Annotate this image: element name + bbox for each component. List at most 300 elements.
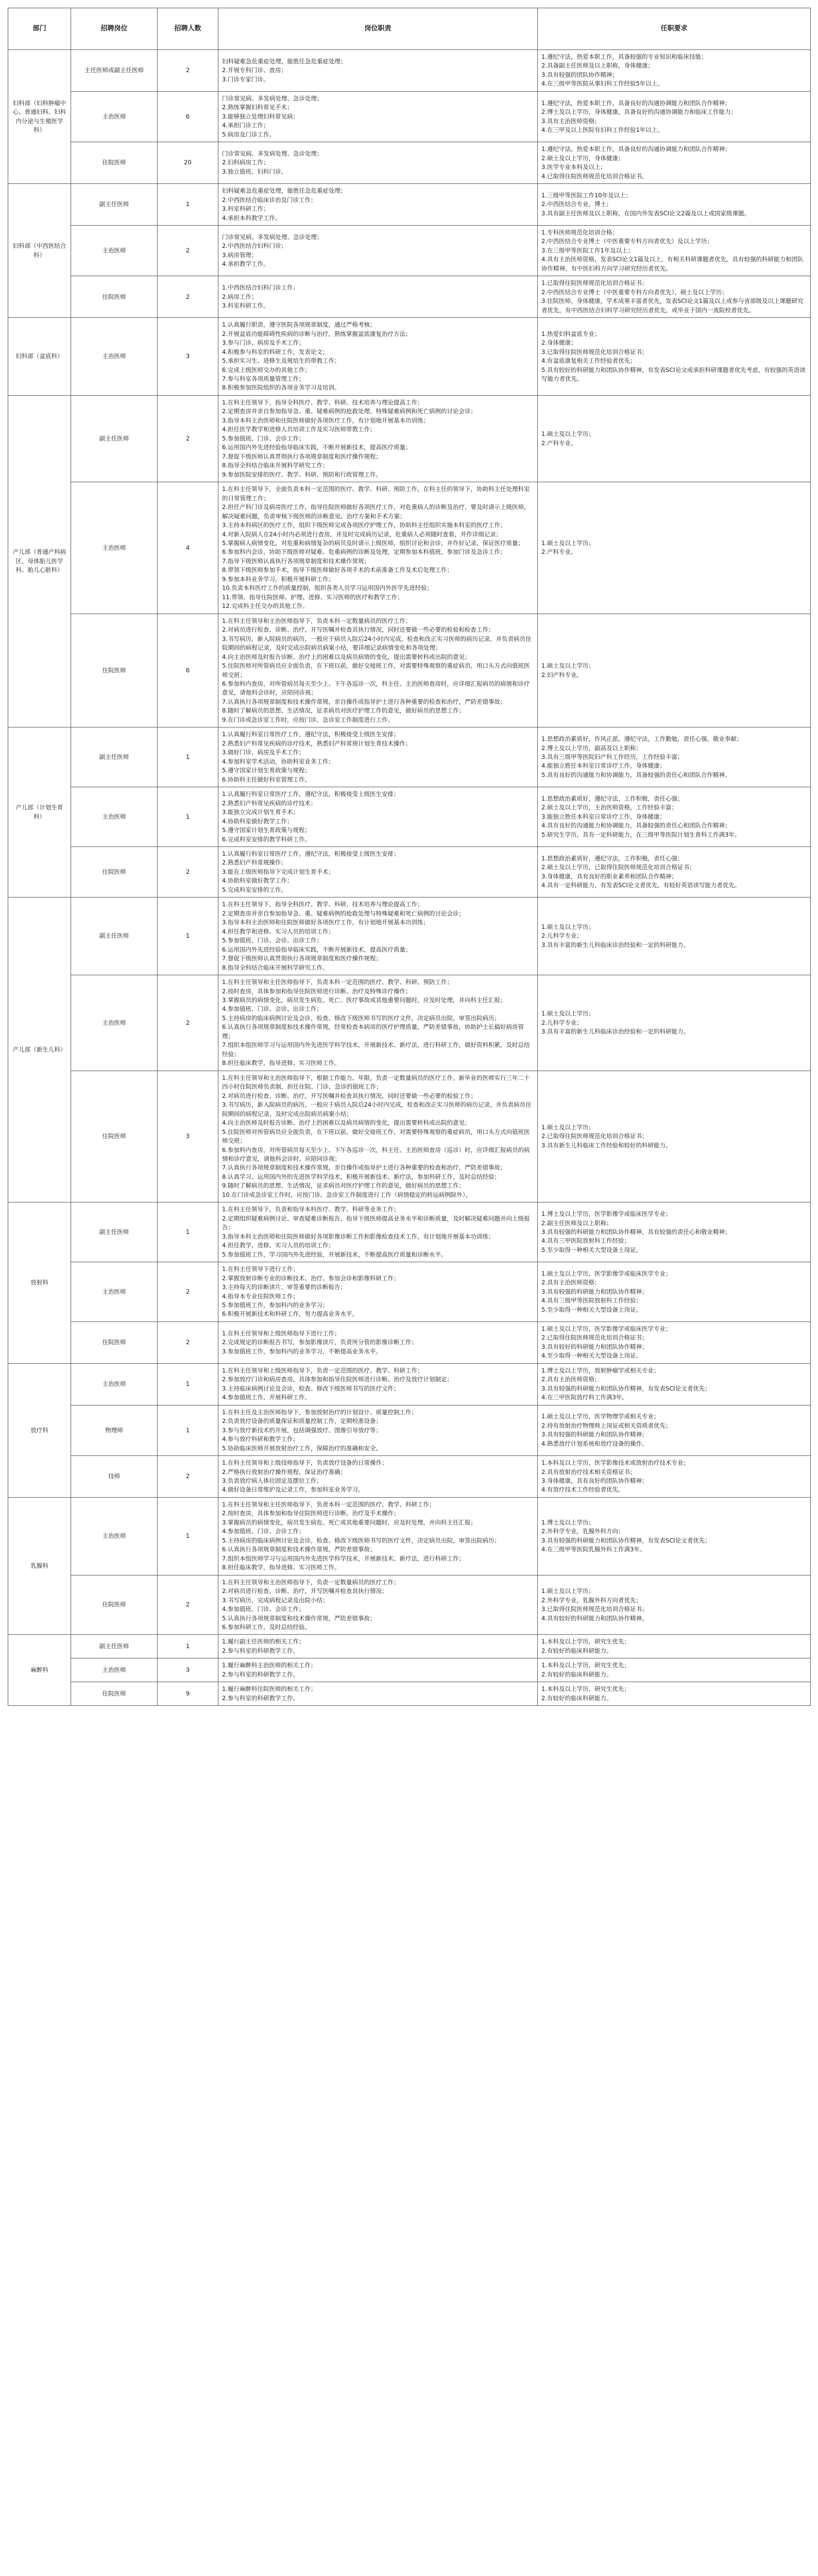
- duty-line: 8.随时了解病员的思想、生活情况，征求病员对医疗护理工作的意见，做好病员的思想工作；: [222, 707, 465, 715]
- duty-line: 7.指导下级医师认真执行各项规章制度和技术操作常规；: [222, 557, 370, 565]
- requirement-line: 3.已取得住院医师规范化培训合格证书；: [541, 348, 648, 355]
- duty-line: 1.认真履行职责，遵守医院各项规章制度，通过严格考核；: [222, 321, 376, 329]
- duty-line: 6.协助科主任做好科室管理工作。: [222, 775, 311, 783]
- requirement-line: 2.有较好的临床科研能力。: [541, 1647, 612, 1654]
- position-cell: 住院医师: [71, 276, 158, 318]
- header-row: [8, 8, 811, 50]
- position-cell: 主治医师: [71, 318, 158, 396]
- duty-line: 3.病房管理；: [222, 251, 258, 259]
- headcount-cell: 3: [158, 1658, 218, 1682]
- duties-cell: [218, 1363, 538, 1405]
- requirements-cell: [538, 727, 811, 787]
- duty-line: 5.参加值班工作，参加科内的业务学习；: [222, 1301, 329, 1309]
- requirement-line: 4.在三甲及以上医院有妇科工作经验1年以上。: [541, 126, 663, 134]
- requirement-line: 1.思想政治素质好，遵纪守法，工作积极，责任心强；: [541, 794, 684, 802]
- header-duties: 岗位职责: [218, 8, 538, 50]
- duty-line: 6.完成上级医师交办的其他工作；: [222, 366, 311, 374]
- duty-line: 2.妇科病房工作；: [222, 159, 269, 166]
- duty-line: 1.在科主任领导和主治医师指导下，负责一定数量病员的医疗工作；: [222, 1578, 400, 1586]
- headcount-cell: 2: [158, 395, 218, 482]
- requirements-cell: [538, 1405, 811, 1455]
- requirements-cell: [538, 1575, 811, 1635]
- duties-cell: [218, 1405, 538, 1455]
- table-row: [8, 846, 811, 897]
- duties-cell: [218, 318, 538, 396]
- requirement-line: 2.具备副主任医师及以上职称，身体健康；: [541, 62, 654, 70]
- duty-line: 5.协助临床医师开展放射治疗工作，保障治疗的准确和安全。: [222, 1444, 382, 1452]
- duty-line: 1.在科主任领导和上级医师指导下，负责一定范围的医疗、教学、科研工作；: [222, 1366, 423, 1374]
- requirement-line: 3.具有丰富的新生儿科临床诊治经验和一定的科研能力。: [541, 1028, 689, 1036]
- table-row: [8, 395, 811, 482]
- duty-line: 1.认真履行科室日常医疗工作，遵纪守法，积极接受上级医生安排；: [222, 850, 400, 857]
- duty-line: 2.对病员进行检查、诊断、治疗，开写医嘱并检查其执行情况，同时还要做一些必要的检验和检查工作；: [222, 626, 495, 634]
- requirement-line: 2.外科学专业，乳腺外科方向者优先；: [541, 1596, 642, 1604]
- duties-cell: [218, 1658, 538, 1682]
- duty-line: 门诊常见病、多发病处理、急诊处理；: [222, 149, 323, 157]
- requirement-line: 1.硕士及以上学历；: [541, 430, 594, 438]
- table-row: [8, 225, 811, 276]
- duty-line: 门诊常见病、多发病处理、急诊处理；: [222, 94, 323, 102]
- position-cell: 住院医师: [71, 1682, 158, 1706]
- headcount-cell: 2: [158, 50, 218, 92]
- requirement-line: 2.产科专业。: [541, 439, 577, 447]
- duty-line: 3.书写病历，完成病程记录及出院小结；: [222, 1596, 329, 1604]
- requirement-line: 3.具有新生儿科临床工作经验和较好的科研能力。: [541, 1141, 672, 1149]
- duty-line: 2.参与科室的科研教学工作。: [222, 1670, 299, 1678]
- duty-line: 6.积极开展新技术和科研工作，努力提高业务水平。: [222, 1310, 358, 1318]
- table-row: [8, 614, 811, 727]
- table-row: [8, 1497, 811, 1575]
- duty-line: 1.认真履行科室日常医疗工作，遵纪守法，积极接受上级医生安排；: [222, 731, 400, 738]
- requirement-line: 1.遵纪守法，热爱本职工作，具备较强的专业知识和临床技能；: [541, 53, 707, 60]
- requirement-line: 1.硕士及以上学历；: [541, 923, 594, 930]
- header-headcount: 招聘人数: [158, 8, 218, 50]
- duty-line: 2.按时查房，具体参加和指导住院医师进行诊断、治疗及手术操作；: [222, 1510, 400, 1517]
- headcount-cell: 1: [158, 184, 218, 226]
- requirement-line: 4.在三甲医院放疗科工作满3年。: [541, 1394, 628, 1401]
- requirements-cell: [538, 1321, 811, 1363]
- requirement-line: 1.本科及以上学历，研究生优先；: [541, 1685, 630, 1693]
- duty-line: 5.主持病房的临床病例讨论及会诊，检查、修改下级医师书写的医疗文件，决定病员出院，审签出院病历；: [222, 1536, 500, 1544]
- requirement-line: 2.中西医结合专业，博士；: [541, 200, 612, 208]
- requirement-line: 1.专科医师规范化培训合格；: [541, 228, 618, 236]
- requirement-line: 4.具有较好的科研能力和团队协作精神。: [541, 1614, 648, 1622]
- requirement-line: 3.能独立胜任本科室日常诊疗工作，身体健康；: [541, 812, 666, 820]
- duty-line: 6.认真执行各项规章制度和技术操作常规，经常检查本病房的医疗护理质量，严防差错事故，协助护士长搞好病房管理；: [222, 1023, 524, 1040]
- duty-line: 4.指导本专业住院医师工作；: [222, 1292, 299, 1300]
- position-cell: 主治医师: [71, 225, 158, 276]
- duty-line: 1.在科主任领导和上级技师指导下，负责放疗设备的日常操作；: [222, 1459, 388, 1467]
- duties-cell: [218, 225, 538, 276]
- headcount-cell: 2: [158, 975, 218, 1071]
- duty-line: 4.担任医学教学和进修人员培训工作及实习医师带教工作；: [222, 426, 376, 433]
- duties-cell: [218, 1071, 538, 1202]
- duty-line: 5.认真执行各项规章制度和技术操作常规，严防差错事故；: [222, 1614, 376, 1622]
- requirement-line: 1.博士及以上学历，放射肿瘤学或相关专业；: [541, 1366, 660, 1374]
- duties-cell: [218, 91, 538, 142]
- duty-line: 4.协助科室做好教学工作；: [222, 817, 293, 825]
- duties-cell: [218, 787, 538, 847]
- duty-line: 3.指导本科主治医师和住院医师做好各项医疗工作，有计划地开展基本功训练；: [222, 919, 429, 926]
- table-row: [8, 1202, 811, 1262]
- duty-line: 2.严格执行放射治疗操作规程，保证治疗准确；: [222, 1468, 346, 1476]
- requirements-cell: [538, 975, 811, 1071]
- duty-line: 2.中西医结合妇科门诊；: [222, 242, 287, 250]
- headcount-cell: 1: [158, 727, 218, 787]
- table-row: [8, 184, 811, 226]
- duty-line: 3.主持临床病例讨论及会诊，检查、修改下级医师书写的医疗文件；: [222, 1384, 400, 1392]
- requirement-line: 2.产科专业。: [541, 548, 577, 556]
- duty-line: 6.参加科内会诊，协助下级医师对疑难、危重病例的诊断及处理，定期参加本科值班，参加门诊及急诊工作；: [222, 548, 506, 556]
- headcount-cell: 1: [158, 1635, 218, 1658]
- table-row: [8, 482, 811, 614]
- requirement-line: 2.博士及以上学历，副高及以上职称；: [541, 744, 642, 752]
- duties-cell: [218, 1262, 538, 1322]
- duty-line: 2.开展专科门诊、查房；: [222, 66, 287, 74]
- requirement-line: 2.有较好的临床科研能力。: [541, 1694, 612, 1702]
- requirement-line: 1.博士及以上学历，医学影像学或临床医学专业；: [541, 1210, 672, 1218]
- duty-line: 4.担任教学和进修、实习人员的培训工作；: [222, 927, 334, 935]
- requirement-line: 2.具有主治医师资格；: [541, 1376, 601, 1383]
- duty-line: 2.对病员进行检查、诊断、治疗，开写医嘱并检查其执行情况，同时还要做一些必要的检验工作；: [222, 1092, 476, 1099]
- position-cell: 住院医师: [71, 1071, 158, 1202]
- duty-line: 3.掌握病员的病情变化，病员发生病危、死亡或其他重要问题时，应及时处理，并向科主任汇报；: [222, 1518, 476, 1526]
- position-cell: 住院医师: [71, 142, 158, 184]
- duty-line: 6.完成科室安排的教学科研工作。: [222, 835, 311, 843]
- duty-line: 1.在科主任领导和主治医师指导下，根据工作能力、年限，负责一定数量病员的医疗工作，新毕业的医师实行三年二十四小时住院医师负责制，担任住院、门诊、急诊的值班工作；: [222, 1074, 530, 1091]
- duty-line: 7.参与科室各项质量管理工作；: [222, 375, 305, 382]
- duty-line: 4.参加值班、门诊、会诊工作；: [222, 1605, 305, 1613]
- requirement-line: 1.已取得住院医师规范化培训合格证书；: [541, 279, 648, 287]
- requirement-line: 4.熟悉放疗计划系统和放疗设备的操作。: [541, 1439, 648, 1447]
- table-row: [8, 975, 811, 1071]
- duty-line: 5.参加值班工作，学习国内外先进经验，开展新技术，不断提高医疗质量和诊断水平。: [222, 1250, 447, 1258]
- headcount-cell: 3: [158, 1071, 218, 1202]
- headcount-cell: 1: [158, 787, 218, 847]
- position-cell: 主治医师: [71, 1262, 158, 1322]
- duties-cell: [218, 727, 538, 787]
- duty-line: 4.积极参与科室的科研工作，发表论文；: [222, 348, 329, 355]
- requirement-line: 3.身体健康，具有良好的团队协作精神；: [541, 1477, 648, 1484]
- duty-line: 8.认真学习、运用国内外的先进医学科学技术，积极开展新技术、新疗法，参加科研工作，及时总结经验；: [222, 1173, 500, 1180]
- requirement-line: 2.已取得住院医师规范化培训合格证书；: [541, 1132, 648, 1140]
- duty-line: 1.在科主任领导下，指导全科医疗、教学、科研、技术培养与理论提高工作；: [222, 398, 423, 406]
- requirements-cell: [538, 1635, 811, 1658]
- table-row: [8, 727, 811, 787]
- requirement-line: 4.能独立胜任本科室日常诊疗工作，身体健康；: [541, 762, 666, 770]
- requirements-cell: [538, 1682, 811, 1706]
- duty-line: 9.参加医院安排的医疗、教学、科研、预防和行政管理工作。: [222, 470, 382, 478]
- duty-line: 9.随时了解病员的思想、生活情况，征求病员对医疗护理工作的意见，做好病员的思想工作；: [222, 1182, 465, 1190]
- duty-line: 3.门诊专家门诊。: [222, 75, 269, 83]
- duty-line: 3.书写病历，新入院病员的病历，一般应于病员入院后24小时内完成，检查和改正实习医师的病历记录，并负责病员住院期间的病程记录，及时完成出院病员病案小结；: [222, 1101, 532, 1117]
- requirement-line: 2.中西医结合专业博士（中医重要专科方向者优先）及以上学历；: [541, 238, 713, 245]
- table-header: [8, 8, 811, 50]
- duties-cell: [218, 1321, 538, 1363]
- duty-line: 7.督促下级医师认真贯彻执行各项规章制度和医疗操作规程；: [222, 955, 382, 962]
- duty-line: 2.熟悉妇产科常见疾病的诊疗技术，熟悉妇产科常规计划生育技术操作；: [222, 739, 412, 747]
- requirement-line: 1.遵纪守法，热爱本职工作，具备良好的沟通协调能力和团队合作精神；: [541, 99, 731, 107]
- duty-line: 3.参与放疗新技术的开展，包括调强放疗、图像引导放疗等；: [222, 1426, 382, 1434]
- department-cell: 妇科部（中西医结合科）: [8, 184, 71, 318]
- duty-line: 4.承担门诊工作；: [222, 122, 269, 129]
- duty-line: 1.在科主任领导和主任医师指导下，负责本科一定范围的医疗、教学、科研工作；: [222, 1500, 435, 1508]
- requirement-line: 3.在三级甲等医院工作1年及以上；: [541, 246, 634, 254]
- headcount-cell: 20: [158, 142, 218, 184]
- requirement-line: 1.本科及以上学历，研究生优先；: [541, 1638, 630, 1646]
- position-cell: 技师: [71, 1456, 158, 1498]
- duty-line: 5.主持病房的临床病例讨论及会诊，检查、修改下级医师书写的医疗文件，决定病员出院，审签出院病历；: [222, 1014, 500, 1022]
- position-cell: 住院医师: [71, 614, 158, 727]
- requirement-line: 3.具有三级甲等医院妇产科工作经历，工作经验丰富；: [541, 753, 684, 761]
- requirements-cell: [538, 1658, 811, 1682]
- headcount-cell: 2: [158, 1456, 218, 1498]
- duty-line: 1.在科主任及主治医师指导下，参加放射治疗的计划设计、质量控制工作；: [222, 1408, 417, 1416]
- requirement-line: 1.硕士及以上学历，医学影像学或临床医学专业；: [541, 1325, 672, 1332]
- headcount-cell: 9: [158, 1682, 218, 1706]
- position-cell: 副主任医师: [71, 1202, 158, 1262]
- duties-cell: [218, 1635, 538, 1658]
- position-cell: 副主任医师: [71, 184, 158, 226]
- requirement-line: 1.硕士及以上学历，医学影像学或临床医学专业；: [541, 1269, 672, 1277]
- requirement-line: 4.在三级甲等医院乳腺外科工作满3年。: [541, 1546, 646, 1553]
- requirement-line: 3.具有较强的团队协作精神；: [541, 71, 618, 78]
- requirement-line: 3.已取得住院医师规范化培训合格证书；: [541, 1605, 648, 1613]
- duty-line: 4.向主治医师及时报告诊断、治疗上的困难以及病员病情的变化，提出需要转科或出院的意见；: [222, 1119, 471, 1127]
- duty-line: 4.担任教学、进修、实习人员的培训工作；: [222, 1242, 334, 1249]
- table-row: [8, 142, 811, 184]
- requirements-cell: [538, 482, 811, 614]
- table-row: [8, 1262, 811, 1322]
- duty-line: 1.在科主任领导下进行工作；: [222, 1265, 299, 1273]
- requirements-cell: [538, 1071, 811, 1202]
- duty-line: 6.运用国内外先进经验指导临床实践，不断开展新技术，提高医疗质量；: [222, 945, 412, 953]
- duty-line: 4.参与放疗科研和教学工作；: [222, 1435, 299, 1443]
- duty-line: 4.对新入院病人在24小时内必须进行查房，并及时完成病历记录，危重病人必须随时查看，并作详细记录；: [222, 530, 502, 538]
- requirements-cell: [538, 1202, 811, 1262]
- requirement-line: 4.具有三级甲等医院放射科工作经验；: [541, 1297, 642, 1304]
- headcount-cell: 1: [158, 897, 218, 975]
- header-requirements: 任职要求: [538, 8, 811, 50]
- duty-line: 10.负责本科医疗工作的质量控制，组织各类人员学习运用国内外医学先进经验；: [222, 584, 433, 592]
- table-row: [8, 1363, 811, 1405]
- requirement-line: 2.已取得住院医师规范化培训合格证书；: [541, 1334, 648, 1342]
- position-cell: 主治医师: [71, 1658, 158, 1682]
- requirement-line: 2.中西医结合专业博士（中医重要专科方向者优先），硕士及以上学历；: [541, 288, 728, 296]
- table-row: [8, 1071, 811, 1202]
- requirement-line: 1.硕士及以上学历；: [541, 1587, 594, 1595]
- duty-line: 2.参加放疗门诊和病房查房，具体参加和指导住院医师进行诊断、治疗及放疗计划制定；: [222, 1376, 453, 1383]
- requirement-line: 4.有放疗技术工作经验者优先。: [541, 1486, 624, 1494]
- requirement-line: 4.具有三甲医院放射科工作经验；: [541, 1237, 630, 1245]
- duty-line: 3.参加值班工作，参加科内的业务学习，不断提高业务水平。: [222, 1347, 382, 1355]
- duty-line: 9.参加本科业务学习，积极开展科研工作；: [222, 575, 334, 583]
- requirement-line: 2.妇产科专业。: [541, 671, 583, 679]
- duty-line: 1.在科主任领导下，负责和指导本科医疗、教学、科研等业务工作；: [222, 1206, 400, 1213]
- table-row: [8, 50, 811, 92]
- duty-line: 7.组织本组医师学习与运用国内外先进医学科学技术，开展新技术、新疗法，进行科研工作，做好资料积累，及时总结经验；: [222, 1041, 530, 1058]
- duty-line: 2.定期组织疑难病例讨论、审查疑难诊断报告，指导下级医师提高业务水平和诊断质量，及时解决疑难问题并向上级报告；: [222, 1214, 530, 1231]
- duty-line: 1.在科主任领导和主任医师指导下，负责本科一定范围的医疗、教学、科研、预防工作；: [222, 978, 453, 986]
- requirement-line: 3.具有主治医师资格；: [541, 117, 601, 125]
- requirement-line: 2.博士及以上学历，身体健康，具备良好的沟通协调能力和临床工作能力；: [541, 108, 737, 116]
- duty-line: 4.承担本科教学工作。: [222, 214, 281, 222]
- requirements-cell: [538, 1456, 811, 1498]
- duty-line: 6.认真执行各项规章制度和技术操作常规，严防差错事故；: [222, 1546, 376, 1553]
- requirements-cell: [538, 91, 811, 142]
- requirement-line: 3.具有较强的科研能力和团队协作精神，具有较强的责任心和敬业精神；: [541, 1228, 731, 1235]
- requirement-line: 3.具有较强的科研能力和团队协作精神，有发表SCI论文者优先；: [541, 1536, 711, 1544]
- duty-line: 4.参加值班、门诊、会诊工作；: [222, 1528, 305, 1535]
- duty-line: 5.完成科室安排的工作。: [222, 886, 287, 893]
- requirements-cell: [538, 614, 811, 727]
- requirements-cell: [538, 225, 811, 276]
- duty-line: 4.参加值班、门诊、会诊、出诊工作；: [222, 1005, 322, 1013]
- duty-line: 2.熟练掌握妇科常见手术；: [222, 104, 293, 111]
- headcount-cell: 6: [158, 91, 218, 142]
- duty-line: 7.督促下级医师认真贯彻执行各项规章制度和医疗操作规程；: [222, 452, 382, 460]
- requirements-cell: [538, 276, 811, 318]
- duty-line: 5.住院医师对所管病员应全面负责，在下班以前，做好交接班工作，对需要特殊观察的重症病员，用口头方式向值班医师交班；: [222, 1128, 530, 1145]
- requirements-cell: [538, 318, 811, 396]
- position-cell: 主治医师: [71, 787, 158, 847]
- requirements-cell: [538, 787, 811, 847]
- duty-line: 2.熟悉妇产科常见疾病的诊疗技术；: [222, 799, 317, 807]
- duties-cell: [218, 1497, 538, 1575]
- requirement-line: 1.硕士及以上学历；: [541, 1010, 594, 1018]
- requirement-line: 2.有较好的临床科研能力。: [541, 1670, 612, 1678]
- requirement-line: 1.硕士及以上学历；: [541, 539, 594, 547]
- requirement-line: 1.遵纪守法，热爱本职工作，具备良好的沟通协调能力和团队合作精神；: [541, 145, 731, 153]
- duty-line: 4.向主治医师及时报告诊断、治疗上的困难以及病员病情的变化，提出需要转科或出院的意见；: [222, 653, 471, 660]
- table-row: [8, 1405, 811, 1455]
- headcount-cell: 2: [158, 1321, 218, 1363]
- headcount-cell: 3: [158, 318, 218, 396]
- department-cell: 放疗科: [8, 1363, 71, 1497]
- requirements-cell: [538, 1497, 811, 1575]
- duty-line: 8.带领下级医师参加手术，指导下级医师做好各项手术的术前准备工作及术后处理工作；: [222, 566, 453, 574]
- duty-line: 3.掌握病员的病情变化，病员发生病危、死亡、医疗事故或其他重要问题时，应及时处理，并向科主任汇报；: [222, 996, 506, 1004]
- duty-line: 4.做好设备日常维护及记录工作，参加科室业务学习。: [222, 1486, 364, 1494]
- duty-line: 5.病房及门诊工作。: [222, 130, 275, 138]
- headcount-cell: 2: [158, 1262, 218, 1322]
- duties-cell: [218, 395, 538, 482]
- duty-line: 8.积极参加医院组织的各项业务学习及培训。: [222, 384, 340, 392]
- requirement-line: 2.具有放射治疗技术相关资格证书；: [541, 1468, 636, 1476]
- requirement-line: 1.热爱妇科盆底专业；: [541, 330, 601, 337]
- duties-cell: [218, 184, 538, 226]
- duty-line: 2.担任产科门诊及病房医疗工作，指导住院医师做好各项医疗工作，对危重病人的诊断及治疗，要及时请示上级医师，解决疑难问题，负责审核下级医师的诊断意见、治疗方案和手术方案；: [222, 503, 530, 520]
- duties-cell: [218, 482, 538, 614]
- table-row: [8, 91, 811, 142]
- duty-line: 2.完成规定的诊断报告书写，参加影像读片，负责所分管的影像诊断工作；: [222, 1338, 417, 1346]
- department-cell: 产儿部（普通产科病区、母体胎儿医学科、胎儿心脏科）: [8, 395, 71, 727]
- duty-line: 1.履行麻醉科住院医师的相关工作；: [222, 1685, 317, 1693]
- duty-line: 3.能够独立处理妇科常见病；: [222, 112, 299, 120]
- requirement-line: 4.至少取得一种相关大型设备上岗证。: [541, 1352, 642, 1360]
- requirement-line: 3.具有较强的科研能力和团队协作精神；: [541, 1287, 648, 1295]
- requirement-line: 1.三级甲等医院工作10年及以上；: [541, 191, 632, 199]
- headcount-cell: 1: [158, 1497, 218, 1575]
- requirements-cell: [538, 897, 811, 975]
- headcount-cell: 2: [158, 276, 218, 318]
- header-department: 部门: [8, 8, 71, 50]
- duty-line: 2.对病员进行检查、诊断、治疗，开写医嘱并检查其执行情况；: [222, 1587, 388, 1595]
- duty-line: 2.熟悉妇产科常规操作；: [222, 859, 287, 867]
- duty-line: 5.承担实习生、进修生及规培生的带教工作；: [222, 357, 340, 365]
- requirements-cell: [538, 142, 811, 184]
- requirement-line: 1.硕士及以上学历；: [541, 1123, 594, 1131]
- department-cell: 妇科部（妇科肿瘤中心、普通妇科、妇科内分泌与生殖医学科）: [8, 50, 71, 184]
- position-cell: 主治医师: [71, 1363, 158, 1405]
- requirement-line: 2.持有放射治疗物理师上岗证或相关资质者优先；: [541, 1421, 672, 1429]
- duty-line: 3.参与门诊、病房及手术工作；: [222, 339, 305, 347]
- duty-line: 5.掌握病人病情变化，对危重和病情复杂的病员及时请示上级医师，组织讨论和会诊，并作好记录，保证医疗质量；: [222, 539, 524, 547]
- duty-line: 3.独立值班、妇科门诊。: [222, 167, 287, 175]
- duty-line: 6.参加科内查房，对所管病员每天至少上、下午各巡诊一次，科主任、主治医师查房时，应详细汇报病员的病情和诊疗意见，请他科会诊时，应陪同诊视；: [222, 680, 530, 697]
- duties-cell: [218, 1202, 538, 1262]
- duty-line: 2.参与科室的科研教学工作。: [222, 1647, 299, 1654]
- requirements-cell: [538, 1363, 811, 1405]
- position-cell: 副主任医师: [71, 727, 158, 787]
- requirement-line: 1.思想政治素质好，作风正派，遵纪守法，工作勤勉，责任心强，敬业奉献；: [541, 735, 743, 743]
- department-cell: 乳腺科: [8, 1497, 71, 1635]
- duty-line: 3.主持本科病区的医疗工作，组织下级医师完成各项医疗护理工作，协助科主任组织实施本科室的医疗工作；: [222, 521, 506, 529]
- requirement-line: 3.医学专业本科及以上；: [541, 163, 606, 171]
- duty-line: 8.指导全科结合临床开展科学研究工作；: [222, 462, 329, 469]
- requirement-line: 3.具有较强的科研能力和团队协作精神，有发表SCI论文者优先；: [541, 1384, 711, 1392]
- requirement-line: 3.住院医师，身体健康，学术成果丰富者优先，发表SCI论文1篇及以上或参与省部级及以上课题研究者优先，有中西医结合妇科学习研究经历者优先，或毕业于国内一流院校者优先。: [541, 297, 804, 314]
- position-cell: 物理师: [71, 1405, 158, 1455]
- duties-cell: [218, 897, 538, 975]
- duty-line: 2.定期查房并亲自参加指导急、重、疑难病例的抢救处理、特殊疑难病例和死亡病例的讨论会诊；: [222, 408, 476, 415]
- requirement-line: 4.在三级甲等医院从事妇科工作经验5年以上。: [541, 80, 663, 88]
- requirement-line: 2.身体健康；: [541, 339, 577, 347]
- duty-line: 4.参加科室学术活动，协助科室业务工作；: [222, 757, 334, 765]
- requirement-line: 2.外科学专业，乳腺外科方向；: [541, 1528, 624, 1535]
- duty-line: 3.科室科研工作。: [222, 301, 269, 309]
- duty-line: 5.参加值班、门诊、会诊工作；: [222, 434, 305, 442]
- duty-line: 1.在科主任领导下，全面负责本科一定范围的医疗、教学、科研、预防工作，在科主任的领导下，协助科主任处理科室的日常管理工作；: [222, 485, 530, 502]
- position-cell: 副主任医师: [71, 395, 158, 482]
- requirements-cell: [538, 846, 811, 897]
- table-row: [8, 318, 811, 396]
- requirements-cell: [538, 1262, 811, 1322]
- duty-line: 1.认真履行科室日常医疗工作，遵纪守法，积极接受上级医生安排；: [222, 790, 400, 798]
- position-cell: 住院医师: [71, 1321, 158, 1363]
- duty-line: 1.中西医结合妇科门诊工作；: [222, 284, 299, 292]
- duty-line: 10.在门诊或急诊室工作时，应按门诊、急诊室工作制度进行工作（病情稳定的转运病例除外）。: [222, 1191, 472, 1198]
- department-cell: 麻醉科: [8, 1635, 71, 1706]
- duty-line: 1.在科主任领导和主治医师指导下，负责本科一定数量病员的医疗工作；: [222, 617, 412, 624]
- requirement-line: 4.有盆底康复相关工作经验者优先；: [541, 357, 636, 365]
- duty-line: 5.遵守国家计划生育政策与规程；: [222, 826, 311, 834]
- duty-line: 8.担任临床教学，指导进修、实习医师工作。: [222, 1059, 340, 1067]
- duty-line: 2.病房工作；: [222, 293, 258, 300]
- recruitment-table: [8, 8, 811, 1706]
- duty-line: 3.指导本科主治医师和住院医师做好各项医疗工作，有计划地开展基本功训练；: [222, 416, 429, 424]
- duty-line: 妇科疑难急危重症处理，能胜任急危重症处理；: [222, 57, 347, 65]
- headcount-cell: 2: [158, 846, 218, 897]
- duty-line: 妇科疑难急危重症处理，能胜任急危重症处理；: [222, 187, 347, 195]
- requirement-line: 2.硕士及以上学历，主治医师资格，工作经验丰富；: [541, 804, 677, 811]
- table-row: [8, 1682, 811, 1706]
- department-cell: 妇科部（盆底科）: [8, 318, 71, 396]
- duty-line: 7.认真执行各项规章制度和技术操作常规，亲自操作或指导护士进行各种重要的检查和治疗，严防差错事故；: [222, 1164, 506, 1172]
- table-body: [8, 50, 811, 1706]
- duty-line: 9.在门诊或急诊室工作时，应按门诊、急诊室工作制度进行工作。: [222, 716, 394, 723]
- requirement-line: 2.儿科学专业；: [541, 932, 583, 940]
